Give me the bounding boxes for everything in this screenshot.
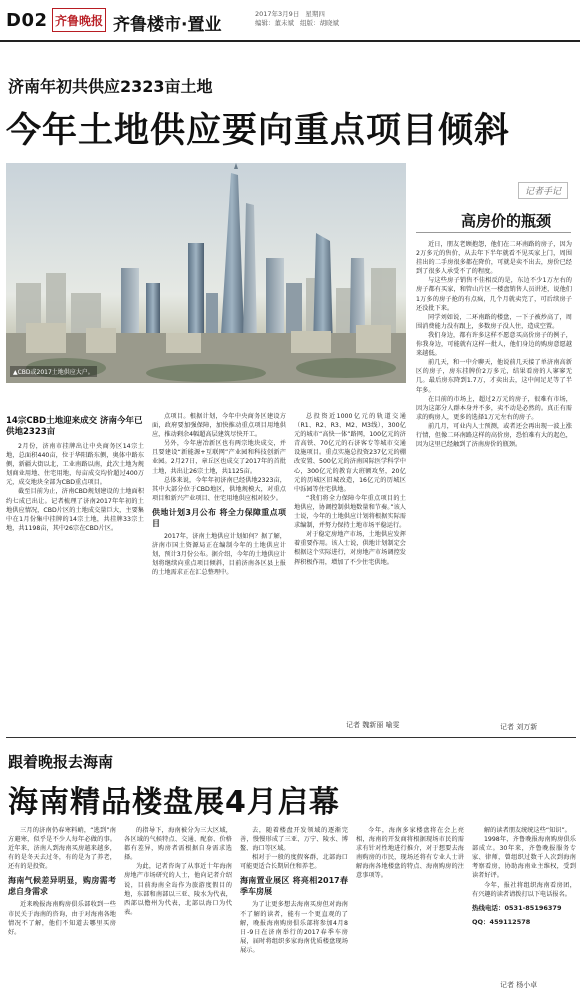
story1-body: [6, 390, 406, 729]
section-divider: [6, 737, 576, 738]
reporter-notes: [411, 160, 576, 700]
cbd-skyline-photo: [6, 163, 406, 383]
story2-kicker: 跟着晚报去海南: [8, 753, 114, 771]
story1-subhead: 供地计划3月公布 将全力保障重点项目: [152, 507, 286, 528]
paragraph: 我们身边，都有许多这样不愿意买高价房子的例子，你我身边，可能就有这样一批人，他们身边的购房意愿越来越低。: [416, 331, 572, 358]
issue-date: 2017年3月9日: [255, 10, 300, 18]
contact-qq: QQ：459112578: [472, 917, 531, 926]
photo-caption: ▲CBD或2017土地供应大户。: [10, 366, 97, 377]
story2-column-2: [124, 826, 232, 917]
story1-column-2: [152, 412, 286, 577]
story2-byline: 记者 杨小卓: [500, 981, 538, 989]
paragraph: 2月份，济南市挂牌出让中央商务区14宗土地，总面积440亩，位于华阳路东侧，奥体中路东侧，新疆大街以北，工业南路以南，此次土地为规划商业用地、住宅用地，每亩成交均价超过400万元，成交地块全部为CBD重点项目。: [6, 443, 144, 487]
paragraph: 解的读者朋友统统这些“知识”。: [484, 827, 571, 834]
editor-credit: 编辑：董未斌: [255, 19, 294, 27]
masthead: [0, 0, 580, 42]
paragraph: 近日，朋友老顾抱怨，他们在二环南路的房子，因为2万多元的售价，从去年下半年就看不见买家上门，周围挂出的二手房很多都在降价，可就是卖不出去，房价已经到了很多人承受不了的程度。: [416, 241, 572, 276]
issue-weekday: 星期四: [305, 10, 325, 18]
story2-column-5: [472, 826, 576, 927]
designer-credit: 组版：胡晓斌: [300, 19, 339, 27]
story1-lead-subhead: 14宗CBD土地迎来成交 济南今年已供地2323亩: [6, 416, 143, 437]
paragraph: 近来晚报海南购房俱乐部收到一些市民关于海南的咨询，由于对海南各地情况不了解，他们不知道去哪里买房好。: [8, 901, 116, 936]
paragraph: 去，随着楼盘开发领域的逐渐完善，慢慢形成了三亚、万宁、陵水、博鳌、海口等区域。: [240, 827, 348, 853]
story2-column-3: [240, 826, 348, 955]
paragraph: 在目前的市场上，超过2万元的房子，很难有市场，因为这部分人群本身并不多，卖不动是必然的。真正有需求的购房人，更多的选择1万元左右的房子。: [416, 395, 572, 421]
contact-phone: 热线电话：0531-85196379: [472, 903, 562, 912]
paragraph: 另外，今年唐冶新区也有两宗地块成交，并且要建设“新能源+互联网”产业园和科技创新产业园。2月27日，章丘区也成交了2017年的首批土地，共出让26宗土地，共1125亩。: [152, 440, 286, 475]
newspaper-logo: 齐鲁晚报: [52, 8, 106, 32]
notes-divider: [416, 232, 571, 233]
story1-byline: 记者 魏新丽 喻雯: [346, 721, 400, 729]
story1-column-3: [294, 412, 406, 567]
page-number: D02: [6, 10, 48, 31]
story2-subhead-2: 海南置业展区 将亮相2017春季车房展: [240, 876, 348, 897]
story2-column-1: [8, 826, 116, 937]
paragraph: 今年，报社将组织海南看房团，有兴趣的读者请拨打以下电话报名。: [472, 881, 576, 898]
story2-column-4: [356, 826, 464, 881]
notes-byline: 记者 刘万新: [500, 723, 538, 731]
section-title: 齐鲁楼市·置业: [113, 15, 222, 35]
paragraph: 的指导下，海南被分为三大区域，各区域的气候特点、交通、配套、价格都有差异，购房者需根据自身需求选择。: [124, 827, 232, 862]
masthead-info: [255, 10, 345, 28]
story2-headline: 海南精品楼盘展4月启幕: [8, 785, 340, 820]
paragraph: 今年，海南多家楼盘将在会上亮相，海南的开发商将根据现场市民的需求有针对性地进行推介，对于想要去海南购房的市民，现场还将有专业人士讲解海南各地楼盘的特点、海南购房的注意事项等。: [356, 827, 464, 880]
paragraph: 前几月，可业内人士预测，或者还会再出现一波上涨行情，但像二环南路这样的高价房，恐怕难有大的起色，因为这里已经触到了济南房价的瓶颈。: [416, 422, 572, 449]
paragraph: 总投资近1000亿元的轨道交通（R1、R2、R3、M2、M3线），300亿元的城市“高快一体”路网，100亿元的济青高铁、70亿元的石济客专等城市交通设施项目。重点实施总投资237亿元的棚改安置、500亿元的济南国际医学科学中心，300亿元的教育大班额攻坚，20亿元的历城区旧城改造，16亿元的历城区中泺园等住宅供地。: [294, 413, 406, 493]
paragraph: “我们将全力保障今年重点项目的土地供应，协调控制供地数量和节奏。”该人士说，今年的土地供应计划将根据实际需求编制，并努力保持土地市场平稳运行。: [294, 494, 406, 530]
notes-label: 记者手记: [518, 182, 568, 199]
paragraph: 2017年，济南土地供应计划如何？据了解，济南市国土资源局正在编制今年的土地供应计划，预计3月份公布。据介绍，今年的土地供应计划将继续向重点项目倾斜，目前济南各区县上报的土地需求正在汇总整理中。: [152, 532, 286, 577]
notes-body: [416, 240, 572, 449]
paragraph: 为此，记者咨询了从事近十年海南房地产市场研究的人士，他向记者介绍说，目前海南全岛作为旅游度假目的地，东部和南部以三亚、陵水为代表，西部以儋州为代表，北部以海口为代表。: [124, 863, 232, 916]
notes-title: 高房价的瓶颈: [461, 212, 552, 230]
paragraph: 前几天，和一中介聊天，他说前几天接了单济南高新区的房子，房东挂牌价2万多元，结果看房的人寥寥无几。最后房东降到1.7万，才卖出去，这中间足足等了半年多。: [416, 359, 572, 394]
paragraph: 点项目。根据计划，今年中央商务区建设方面，政府要加强保障，加快推动重点项目用地供应，推动剩余4幅超高层建筑尽快开工。: [152, 413, 286, 439]
paragraph: 相对于一般的度假客群，北部海口可能更适合长期居住和养老。: [240, 854, 348, 871]
paragraph: 总体来说，今年年初济南已经供地2323亩，其中大部分位于CBD地区，供地规模大，对重点项目和新兴产业项目、住宅用地供应相对较少。: [152, 476, 286, 502]
story2-subhead-1: 海南气候差异明显，购房需考虑自身需求: [8, 876, 116, 897]
paragraph: 对于稳定房地产市场，土地供应发挥着重要作用。该人士说，供地计划制定会根据这个实际进行，对房地产市场调控发挥积极作用，增加了不少住宅供地。: [294, 531, 406, 566]
paragraph: 三月的济南仍春寒料峭，“逃到”南方避寒，似乎是不少人每年必做的事。近年来，济南人到海南买房越来越多，有的是冬天去过冬，有的是为了养老，还有的是投资。: [8, 827, 116, 871]
paragraph: 截至目前为止，济南CBD规划建设的土地面积约七成已出让。记者梳理了济南2017年年初的土地供应情况，CBD片区的土地成交量巨大，主要集中在1月份集中挂牌的14宗土地，共挂牌33宗土地，共1198亩，其中26宗在CBD片区。: [6, 488, 144, 532]
story1-kicker: 济南年初共供应2323亩土地: [8, 77, 213, 96]
paragraph: 1998年，齐鲁晚报海南购房俱乐部成立。30年来，齐鲁晚报服务专家、律师，曾组织过数千人次到海南考察看房，协助海南业主维权，受到读者好评。: [472, 836, 576, 880]
paragraph: 与这些房子销售不佳相反的是，东边不少1万左右的房子都有买家，和管山片区一楼盘销售人员讲述，说他们1万多的房子抢的有点疯，几个月就卖完了，可后续房子还没批下来。: [416, 277, 572, 312]
story1-column-1: [6, 442, 144, 533]
story1-headline: 今年土地供应要向重点项目倾斜: [6, 111, 511, 151]
paragraph: 为了让更多想去海南买房但对海南不了解的读者，能有一个更直观的了解，晚报海南购房俱乐部将参加4月8日-9日在济南举行的2017春季车房展，届时将组织多家海南优质楼盘现场展示。: [240, 901, 348, 954]
paragraph: 同学刘如说，二环南路的楼盘，一下子被炒高了，周围消费能力没有跟上，多数房子没人住，造成空置。: [416, 313, 572, 330]
